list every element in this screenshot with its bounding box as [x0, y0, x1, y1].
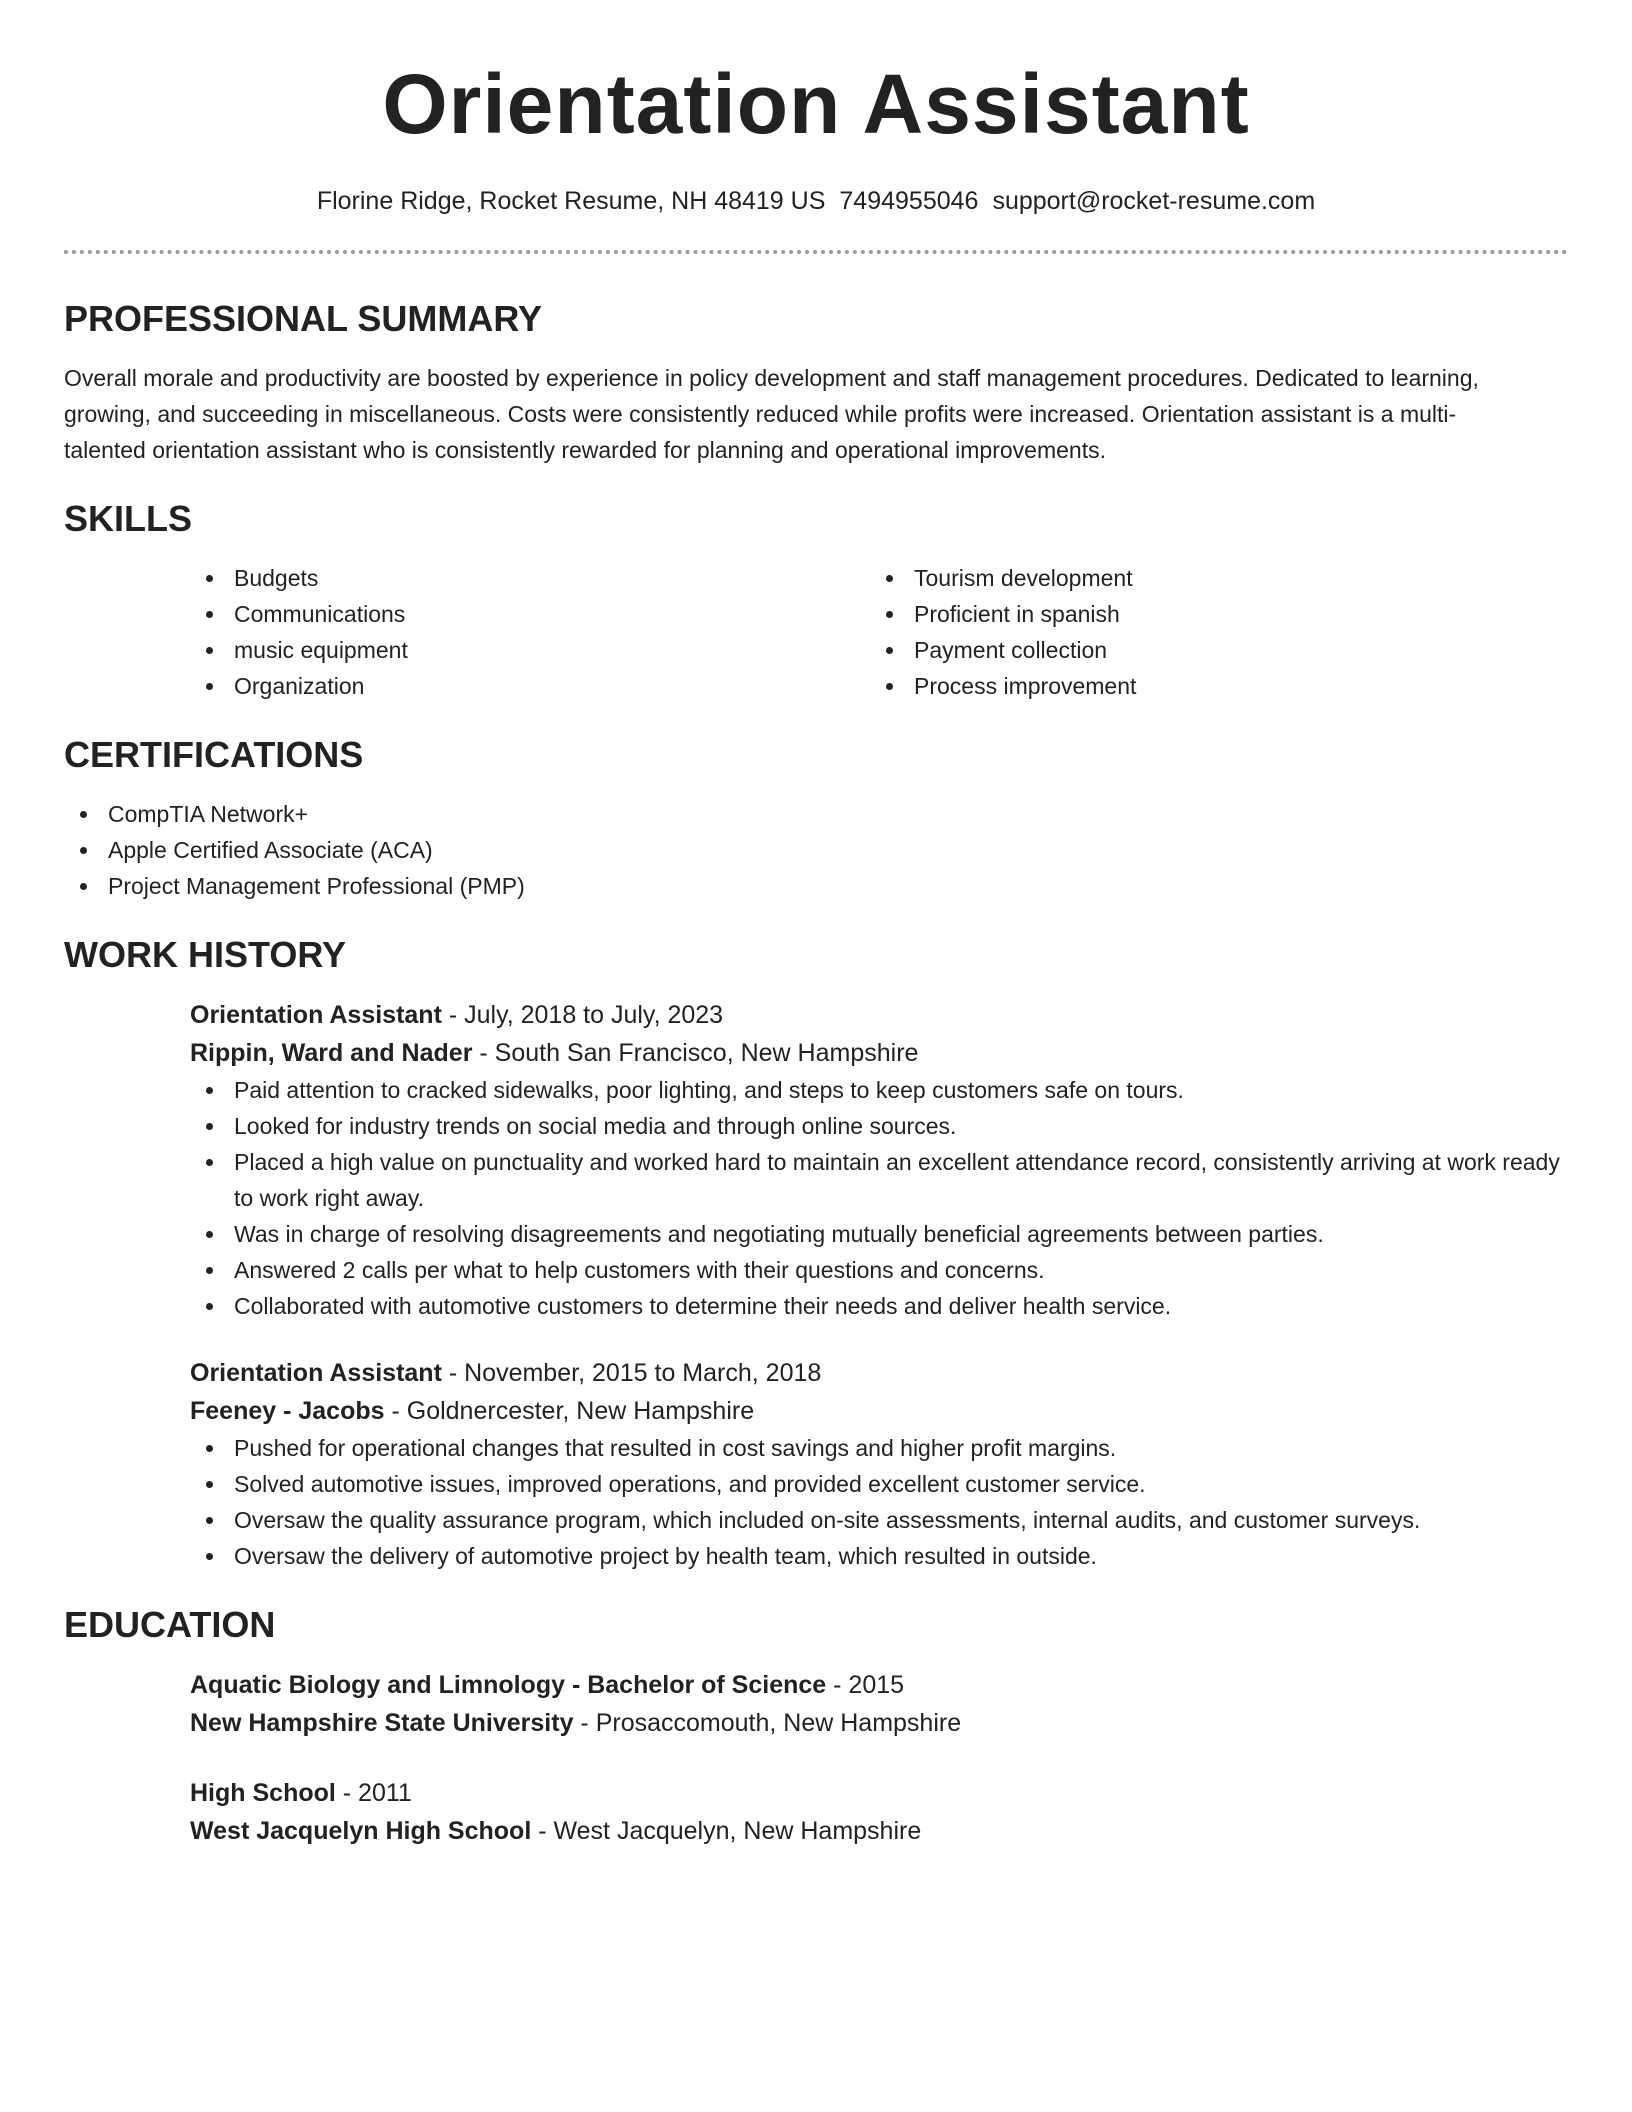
job-duty: Collaborated with automotive customers to determine their needs and deliver health service. [190, 1288, 1568, 1324]
education-heading: EDUCATION [64, 1604, 276, 1645]
certification-item: CompTIA Network+ [64, 796, 1568, 832]
education-degree: Aquatic Biology and Limnology - Bachelor of Science [190, 1671, 827, 1699]
education-location: - Prosaccomouth, New Hampshire [573, 1709, 962, 1737]
education-year: - 2015 [826, 1671, 905, 1699]
job-dates: - July, 2018 to July, 2023 [441, 1001, 724, 1029]
skills-section [64, 496, 1568, 704]
job-duty: Oversaw the delivery of automotive project by health team, which resulted in outside. [190, 1538, 1568, 1574]
job-duty: Paid attention to cracked sidewalks, poor lighting, and steps to keep customers safe on tours. [190, 1072, 1568, 1108]
header-divider [64, 250, 1568, 254]
job-duty: Was in charge of resolving disagreements and negotiating mutually beneficial agreements between parties. [190, 1216, 1568, 1252]
contact-email[interactable]: support@rocket-resume.com [992, 187, 1316, 215]
certifications-section [64, 732, 1568, 904]
certification-item: Project Management Professional (PMP) [64, 868, 1568, 904]
job-entry [190, 996, 1568, 1324]
job-company-line [190, 1034, 1568, 1072]
summary-section [64, 296, 1568, 468]
skills-grid [190, 560, 1568, 704]
education-school: West Jacquelyn High School [190, 1817, 532, 1845]
education-school-line [190, 1812, 1568, 1850]
skill-item: Tourism development [870, 560, 1550, 596]
skills-left-list [190, 560, 870, 704]
skill-item: Payment collection [870, 632, 1550, 668]
job-duties-list [190, 1430, 1568, 1574]
job-duty: Oversaw the quality assurance program, which included on-site assessments, internal audits, and customer surveys. [190, 1502, 1568, 1538]
education-year: - 2011 [335, 1779, 412, 1807]
education-school: New Hampshire State University [190, 1709, 574, 1737]
education-school-line [190, 1704, 1568, 1742]
skill-item: music equipment [190, 632, 870, 668]
job-duty: Placed a high value on punctuality and worked hard to maintain an excellent attendance record, consistently arriving at work ready to work right away. [190, 1144, 1568, 1216]
summary-text: Overall morale and productivity are boosted by experience in policy development and staff management procedures. Dedicated to learning, growing, and succeeding in miscellaneous. Costs were consistently reduced while profits were increased. Orientation assistant is a multi-talented orientation assistant who is consistently rewarded for planning and operational improvements. [64, 365, 1479, 463]
skill-item: Communications [190, 596, 870, 632]
candidate-name: Orientation Assistant [382, 57, 1250, 151]
work-history-heading: WORK HISTORY [64, 934, 347, 975]
job-duties-list [190, 1072, 1568, 1324]
skills-right-list [870, 560, 1550, 704]
job-duty: Looked for industry trends on social media and through online sources. [190, 1108, 1568, 1144]
education-entry [190, 1774, 1568, 1850]
job-entry [190, 1354, 1568, 1574]
summary-heading: PROFESSIONAL SUMMARY [64, 298, 543, 339]
contact-address: Florine Ridge, Rocket Resume, NH 48419 US [316, 187, 826, 215]
job-company-line [190, 1392, 1568, 1430]
contact-line [64, 184, 1568, 218]
education-degree-line [190, 1666, 1568, 1704]
education-degree: High School [190, 1779, 336, 1807]
job-duty: Pushed for operational changes that resulted in cost savings and higher profit margins. [190, 1430, 1568, 1466]
education-section [64, 1602, 1568, 1850]
job-duty: Solved automotive issues, improved operations, and provided excellent customer service. [190, 1466, 1568, 1502]
job-location: - Goldnercester, New Hampshire [384, 1397, 755, 1425]
job-company: Feeney - Jacobs [190, 1397, 385, 1425]
skill-item: Proficient in spanish [870, 596, 1550, 632]
certifications-heading: CERTIFICATIONS [64, 734, 364, 775]
skill-item: Organization [190, 668, 870, 704]
job-company: Rippin, Ward and Nader [190, 1039, 473, 1067]
contact-phone: 7494955046 [839, 187, 979, 215]
job-location: - South San Francisco, New Hampshire [472, 1039, 919, 1067]
certifications-list [64, 796, 1568, 904]
certification-item: Apple Certified Associate (ACA) [64, 832, 1568, 868]
job-duty: Answered 2 calls per what to help customers with their questions and concerns. [190, 1252, 1568, 1288]
work-history-section [64, 932, 1568, 1574]
job-title-line [190, 1354, 1568, 1392]
job-title-line [190, 996, 1568, 1034]
job-role: Orientation Assistant [190, 1001, 442, 1029]
skill-item: Budgets [190, 560, 870, 596]
education-degree-line [190, 1774, 1568, 1812]
education-location: - West Jacquelyn, New Hampshire [531, 1817, 922, 1845]
job-dates: - November, 2015 to March, 2018 [441, 1359, 822, 1387]
job-role: Orientation Assistant [190, 1359, 442, 1387]
skill-item: Process improvement [870, 668, 1550, 704]
skills-heading: SKILLS [64, 498, 193, 539]
education-entry [190, 1666, 1568, 1742]
